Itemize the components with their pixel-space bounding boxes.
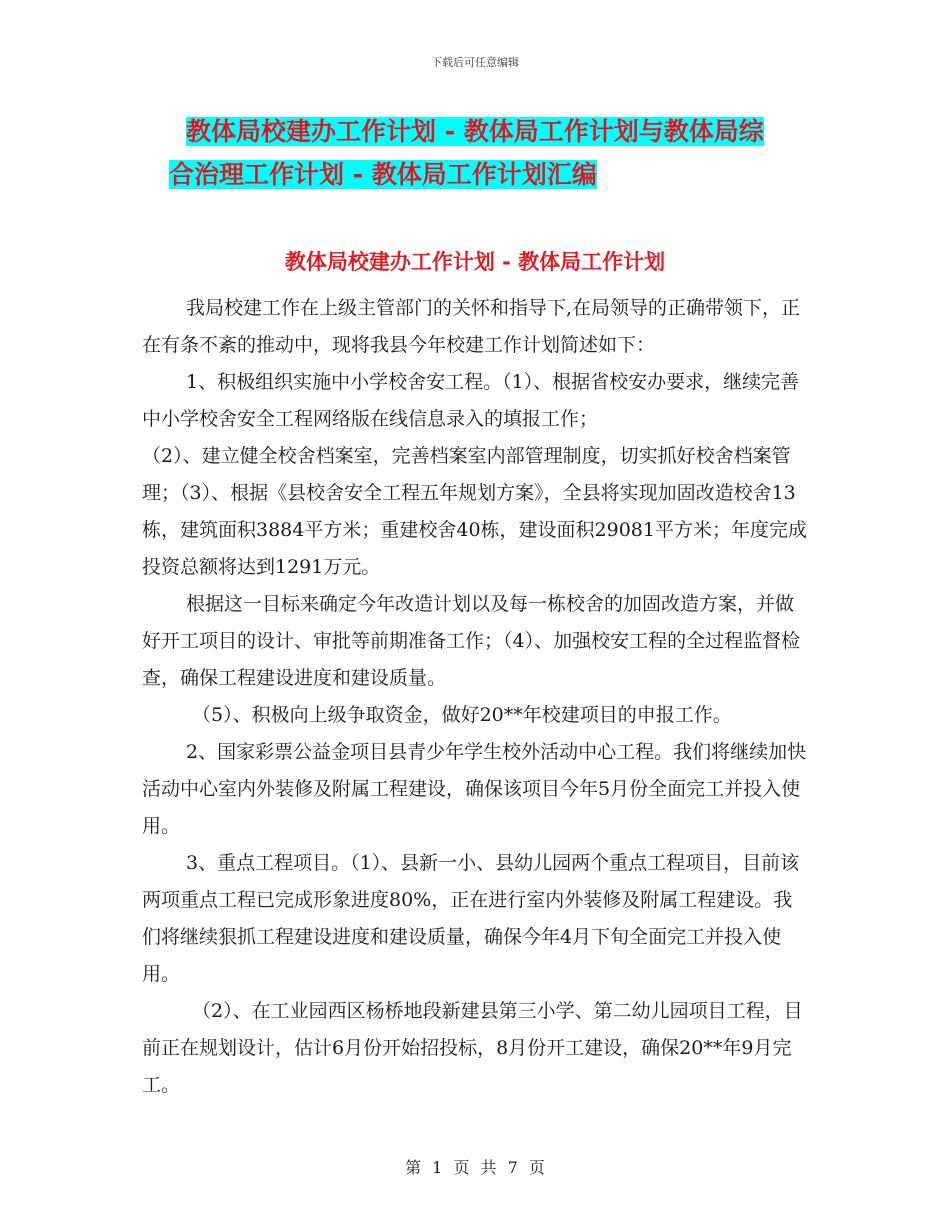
page-footer: 第 1 页 共 7 页 <box>405 1158 545 1177</box>
paragraph-intro: 我局校建工作在上级主管部门的关怀和指导下,在局领导的正确带领下，正在有条不紊的推动中，现将我县今年校建工作计划简述如下： <box>142 297 801 356</box>
paragraph-item-2: 2、国家彩票公益金项目县青少年学生校外活动中心工程。我们将继续加快活动中心室内外装修及附属工程建设，确保该项目今年5月份全面完工并投入使用。 <box>142 741 807 837</box>
paragraph-item-1: 1、积极组织实施中小学校舍安工程。（1）、根据省校安办要求，继续完善中小学校舍安全工程网络版在线信息录入的填报工作； <box>142 371 800 430</box>
title-line-1: 教体局校建办工作计划 - 教体局工作计划与教体局综 <box>186 117 764 146</box>
paragraph-plan: 根据这一目标来确定今年改造计划以及每一栋校舍的加固改造方案，并做好开工项目的设计、审批等前期准备工作；（4）、加强校安工程的全过程监督检查，确保工程建设进度和建设质量。 <box>142 593 801 689</box>
paragraph-item-3: 3、重点工程项目。（1）、县新一小、县幼儿园两个重点工程项目，目前该两项重点工程已完成形象进度80%，正在进行室内外装修及附属工程建设。我们将继续狠抓工程建设进度和建设质量，确保今年4月下旬全面完工并投入使用。 <box>142 852 800 985</box>
section-subtitle: 教体局校建办工作计划 - 教体局工作计划 <box>284 250 666 274</box>
document-title <box>169 110 826 196</box>
paragraph-item-1-cont: （2）、建立健全校舍档案室，完善档案室内部管理制度，切实抓好校舍档案管理；（3）、根据《县校舍安全工程五年规划方案》，全县将实现加固改造校舍13栋，建筑面积3884平方米；重建校舍40栋，建设面积29081平方米；年度完成投资总额将达到1291万元。 <box>142 445 807 578</box>
paragraph-item-3-2: （2）、在工业园西区杨桥地段新建县第三小学、第二幼儿园项目工程，目前正在规划设计，估计6月份开始招投标，8月份开工建设，确保20**年9月完工。 <box>142 1000 803 1096</box>
title-line-2: 合治理工作计划 - 教体局工作计划汇编 <box>169 160 597 189</box>
paragraph-item-1-5: （5）、积极向上级争取资金，做好20**年校建项目的申报工作。 <box>192 704 732 726</box>
page-header: 下载后可任意编辑 <box>431 56 519 69</box>
document-body <box>142 290 810 1104</box>
